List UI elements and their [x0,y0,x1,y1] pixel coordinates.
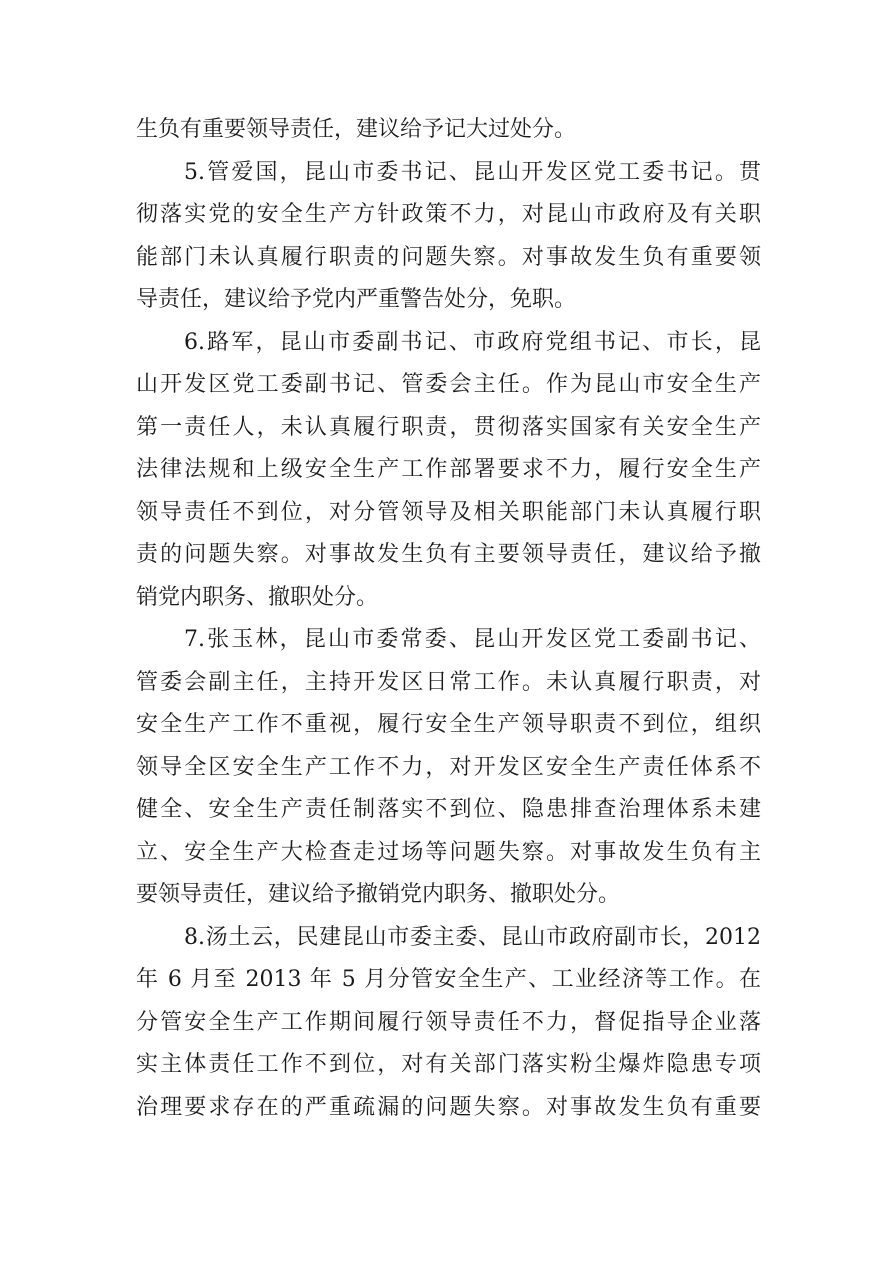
text-line: 立、安全生产大检查走过场等问题失察。对事故发生负有主 [136,839,761,865]
text-line: 7.张玉林，昆山市委常委、昆山开发区党工委副书记、 [184,627,761,652]
text-line: 第一责任人，未认真履行职责，贯彻落实国家有关安全生产 [136,414,761,440]
text-line: 领导全区安全生产工作不力，对开发区安全生产责任体系不 [136,754,761,780]
text-line: 健全、安全生产责任制落实不到位、隐患排查治理体系未建 [136,797,761,822]
text-line: 分管安全生产工作期间履行领导责任不力，督促指导企业落 [136,1009,761,1035]
text-line: 8.汤土云，民建昆山市委主委、昆山市政府副市长，2012 [184,924,761,950]
text-line: 要领导责任，建议给予撤销党内职务、撤职处分。 [136,882,621,907]
text-line: 能部门未认真履行职责的问题失察。对事故发生负有重要领 [136,244,761,270]
document-page [136,109,761,1129]
text-line: 生负有重要领导责任，建议给予记大过处分。 [136,117,577,142]
text-line: 责的问题失察。对事故发生负有主要领导责任，建议给予撤 [136,542,761,567]
text-line: 管委会副主任，主持开发区日常工作。未认真履行职责，对 [136,669,761,695]
text-line: 治理要求存在的严重疏漏的问题失察。对事故发生负有重要 [136,1094,761,1120]
text-line: 销党内职务、撤职处分。 [136,584,379,610]
text-line: 6.路军，昆山市委副书记、市政府党组书记、市长，昆 [184,329,761,355]
text-line: 彻落实党的安全生产方针政策不力，对昆山市政府及有关职 [136,202,761,227]
text-line: 法律法规和上级安全生产工作部署要求不力，履行安全生产 [136,457,761,482]
text-line: 5.管爱国，昆山市委书记、昆山开发区党工委书记。贯 [184,159,761,185]
text-line: 导责任，建议给予党内严重警告处分，免职。 [136,287,577,312]
text-line: 年 6 月至 2013 年 5 月分管安全生产、工业经济等工作。在 [136,967,761,992]
text-line: 山开发区党工委副书记、管委会主任。作为昆山市安全生产 [136,372,761,397]
text-line: 安全生产工作不重视，履行安全生产领导职责不到位，组织 [136,712,761,737]
text-line: 领导责任不到位，对分管领导及相关职能部门未认真履行职 [136,499,761,525]
text-line: 实主体责任工作不到位，对有关部门落实粉尘爆炸隐患专项 [136,1052,761,1077]
